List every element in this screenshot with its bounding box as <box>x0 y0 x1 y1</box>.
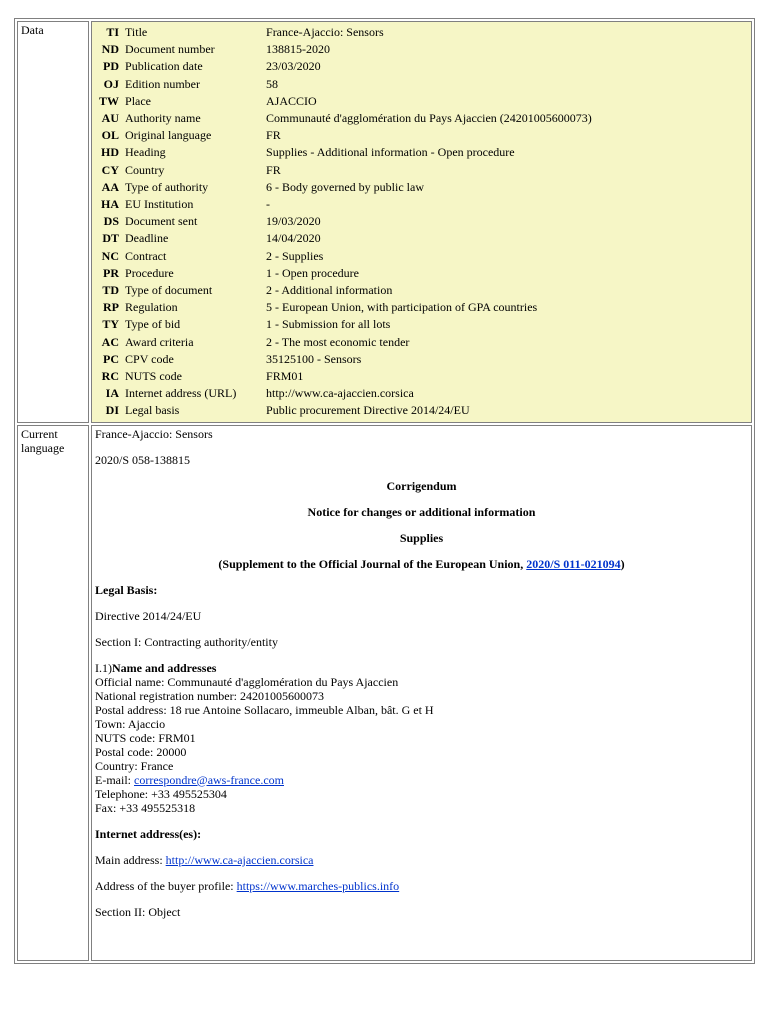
metadata-label: Contract <box>125 248 167 263</box>
metadata-label: Legal basis <box>125 403 180 418</box>
metadata-value: Public procurement Directive 2014/24/EU <box>266 403 470 418</box>
metadata-row <box>96 335 747 350</box>
metadata-value: 2 - Supplies <box>266 248 324 263</box>
metadata-value: Supplies - Additional information - Open procedure <box>266 145 515 160</box>
metadata-value: 6 - Body governed by public law <box>266 179 424 194</box>
current-language-label-line2: language <box>21 440 65 455</box>
metadata-value: 58 <box>266 76 279 91</box>
metadata-row <box>96 214 747 229</box>
metadata-label: Place <box>125 93 152 108</box>
supplement-link[interactable]: 2020/S 011-021094 <box>526 556 621 571</box>
supplement-line <box>95 557 748 571</box>
metadata-code: NC <box>101 248 120 263</box>
metadata-code: RC <box>101 369 120 384</box>
supplies-heading: Supplies <box>399 530 444 545</box>
metadata-label: NUTS code <box>125 369 183 384</box>
metadata-code: OJ <box>103 76 120 91</box>
metadata-row <box>96 59 747 74</box>
metadata-row <box>96 283 747 298</box>
metadata-code: PR <box>103 265 120 280</box>
metadata-label: Type of authority <box>125 179 209 194</box>
metadata-row <box>96 403 747 418</box>
main-address-link[interactable]: http://www.ca-ajaccien.corsica <box>165 852 314 867</box>
supplement-suffix: ) <box>620 556 625 571</box>
metadata-value: 1 - Open procedure <box>266 265 359 280</box>
legal-basis-heading: Legal Basis: <box>95 582 158 597</box>
metadata-code: IA <box>105 386 120 401</box>
metadata-row <box>96 25 747 40</box>
metadata-value: 35125100 - Sensors <box>266 351 362 366</box>
metadata-code: CY <box>101 162 120 177</box>
metadata-row <box>96 77 747 92</box>
metadata-label: Type of bid <box>125 317 181 332</box>
metadata-value: 2 - Additional information <box>266 283 393 298</box>
metadata-value: AJACCIO <box>266 93 317 108</box>
data-row-label: Data <box>17 21 89 423</box>
metadata-row <box>96 231 747 246</box>
metadata-cell <box>91 21 752 423</box>
notice-table <box>14 18 755 964</box>
metadata-label: Publication date <box>125 59 203 74</box>
metadata-row <box>96 145 747 160</box>
metadata-value: FR <box>266 162 281 177</box>
metadata-row <box>96 42 747 57</box>
metadata-label: Original language <box>125 128 212 143</box>
postal-code: Postal code: 20000 <box>95 744 187 759</box>
metadata-row <box>96 386 747 401</box>
metadata-value: 19/03/2020 <box>266 214 321 229</box>
email-link[interactable]: correspondre@aws-france.com <box>134 772 284 787</box>
buyer-profile-link[interactable]: https://www.marches-publics.info <box>236 878 400 893</box>
metadata-row <box>96 180 747 195</box>
metadata-code: DT <box>102 231 120 246</box>
telephone: Telephone: +33 495525304 <box>95 786 227 801</box>
official-name: Official name: Communauté d'agglomération du Pays Ajaccien <box>95 674 399 689</box>
metadata-value: 23/03/2020 <box>266 59 321 74</box>
metadata-label: Authority name <box>125 111 201 126</box>
metadata-code: RP <box>103 300 120 315</box>
notice-title: France-Ajaccio: Sensors <box>95 426 213 441</box>
town: Town: Ajaccio <box>95 716 166 731</box>
metadata-code: AU <box>101 111 120 126</box>
name-and-addresses-heading: I.1)Name and addresses <box>95 660 217 675</box>
metadata-label: Award criteria <box>125 334 194 349</box>
data-row <box>17 21 752 423</box>
metadata-label: Regulation <box>125 300 178 315</box>
metadata-code: TI <box>106 25 120 39</box>
internet-addresses-heading: Internet address(es): <box>95 826 202 841</box>
metadata-label: Title <box>125 25 148 39</box>
metadata-label: Internet address (URL) <box>125 386 237 401</box>
metadata-code: AC <box>101 334 120 349</box>
metadata-code: PD <box>103 59 120 74</box>
metadata-code: DI <box>105 403 120 418</box>
metadata-value: France-Ajaccio: Sensors <box>266 25 384 39</box>
metadata-code: TW <box>99 93 120 108</box>
metadata-code: PC <box>103 351 120 366</box>
section-1-heading: Section I: Contracting authority/entity <box>95 634 278 649</box>
nuts-code: NUTS code: FRM01 <box>95 730 196 745</box>
metadata-value: 14/04/2020 <box>266 231 321 246</box>
metadata-row <box>96 249 747 264</box>
registration-number: National registration number: 24201005600073 <box>95 688 324 703</box>
directive-text: Directive 2014/24/EU <box>95 608 202 623</box>
metadata-code: HA <box>101 197 120 212</box>
current-language-label <box>17 425 89 961</box>
email-line: E-mail: correspondre@aws-france.com <box>95 772 284 787</box>
metadata-value: 138815-2020 <box>266 42 331 57</box>
metadata-value: - <box>266 197 271 212</box>
fax: Fax: +33 495525318 <box>95 800 196 815</box>
main-address-line: Main address: http://www.ca-ajaccien.corsica <box>95 852 314 867</box>
metadata-row <box>96 94 747 109</box>
notice-reference: 2020/S 058-138815 <box>95 452 191 467</box>
metadata-row <box>96 163 747 178</box>
metadata-label: Edition number <box>125 76 201 91</box>
metadata-row <box>96 111 747 126</box>
metadata-row <box>96 197 747 212</box>
supplement-prefix: (Supplement to the Official Journal of the European Union, <box>218 556 527 571</box>
metadata-row <box>96 128 747 143</box>
current-language-row <box>17 425 752 961</box>
buyer-profile-line: Address of the buyer profile: https://www.marches-publics.info <box>95 878 400 893</box>
metadata-table <box>94 23 749 421</box>
current-language-label-line1: Current <box>21 426 58 441</box>
metadata-code: DS <box>103 214 120 229</box>
metadata-code: OL <box>101 128 120 143</box>
metadata-value: 2 - The most economic tender <box>266 334 410 349</box>
metadata-label: Document sent <box>125 214 198 229</box>
notice-type-heading: Notice for changes or additional information <box>307 504 536 519</box>
metadata-code: TD <box>102 283 120 298</box>
metadata-row <box>96 369 747 384</box>
metadata-row <box>96 352 747 367</box>
metadata-label: Document number <box>125 42 215 57</box>
metadata-value: FR <box>266 128 281 143</box>
metadata-code: TY <box>102 317 120 332</box>
metadata-label: Type of document <box>125 283 213 298</box>
metadata-value: 5 - European Union, with participation of GPA countries <box>266 300 538 315</box>
metadata-label: Deadline <box>125 231 169 246</box>
metadata-value: FRM01 <box>266 369 304 384</box>
metadata-row <box>96 266 747 281</box>
postal-address: Postal address: 18 rue Antoine Sollacaro, immeuble Alban, bât. G et H <box>95 702 434 717</box>
metadata-label: EU Institution <box>125 197 194 212</box>
metadata-label: Heading <box>125 145 166 160</box>
metadata-row <box>96 317 747 332</box>
metadata-label: CPV code <box>125 351 174 366</box>
country: Country: France <box>95 758 174 773</box>
metadata-value: Communauté d'agglomération du Pays Ajaccien (24201005600073) <box>266 111 592 126</box>
metadata-code: AA <box>101 179 120 194</box>
metadata-value: 1 - Submission for all lots <box>266 317 391 332</box>
metadata-code: HD <box>101 145 120 160</box>
metadata-row <box>96 300 747 315</box>
metadata-label: Country <box>125 162 165 177</box>
metadata-code: ND <box>101 42 120 57</box>
metadata-label: Procedure <box>125 265 174 280</box>
metadata-value: http://www.ca-ajaccien.corsica <box>266 386 414 401</box>
section-2-heading: Section II: Object <box>95 904 181 919</box>
current-language-content <box>91 425 752 961</box>
corrigendum-heading: Corrigendum <box>386 478 457 493</box>
